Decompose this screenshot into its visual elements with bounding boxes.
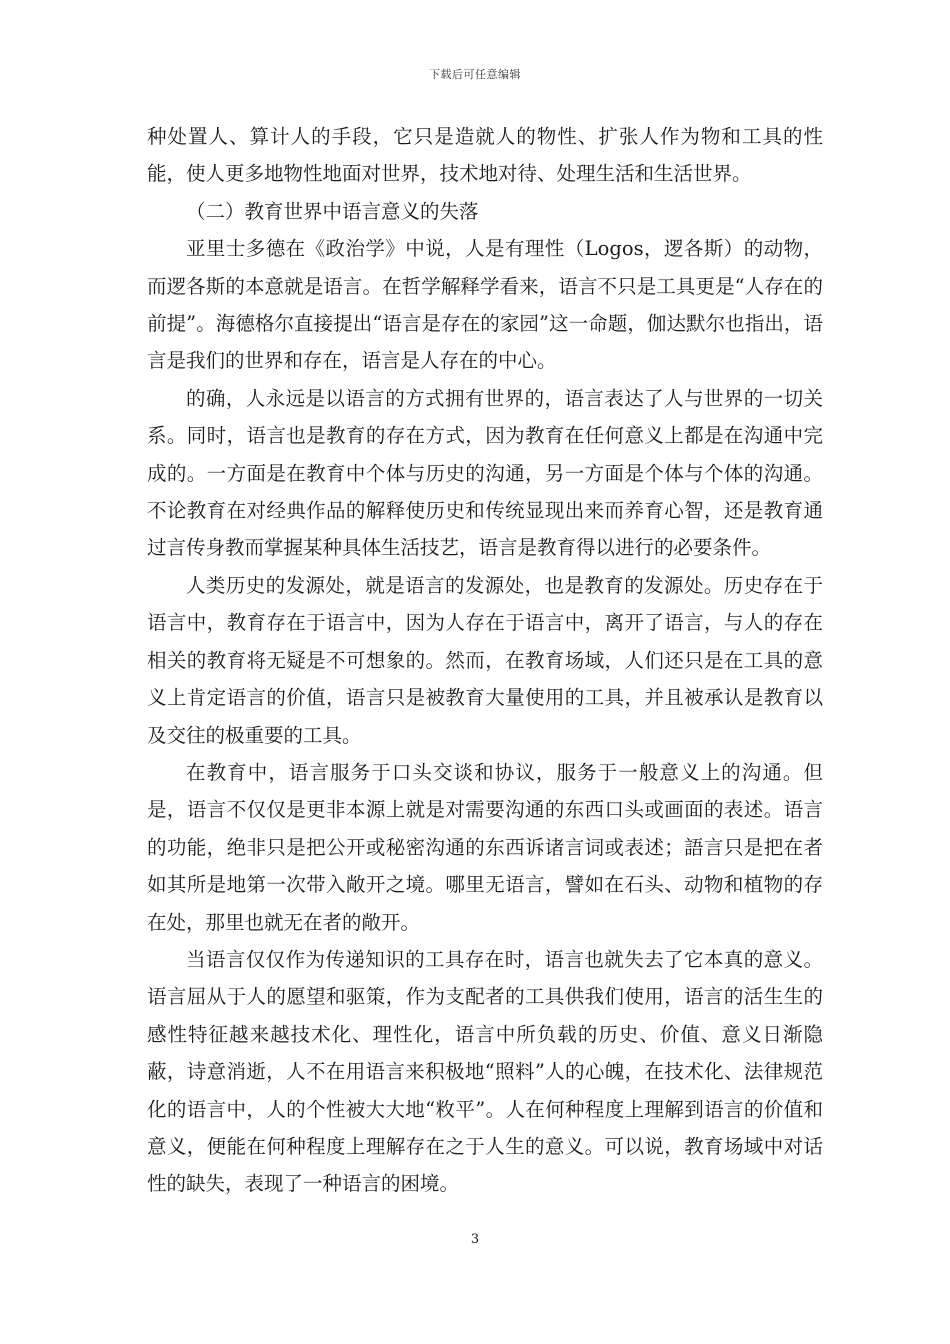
document-body (147, 118, 823, 1203)
paragraph-language-world: 的确，人永远是以语言的方式拥有世界的，语言表达了人与世界的一切关系。同时，语言也是教育的存在方式，因为教育在任何意义上都是在沟通中完成的。一方面是在教育中个体与历史的沟通，另一方面是个体与个体的沟通。不论教育在对经典作品的解释使历史和传统显现出来而养育心智，还是教育通过言传身教而掌握某种具体生活技艺，语言是教育得以进行的必要条件。 (147, 386, 823, 560)
paragraph-history-origin: 人类历史的发源处，就是语言的发源处，也是教育的发源处。历史存在于语言中，教育存在于语言中，因为人存在于语言中，离开了语言，与人的存在相关的教育将无疑是不可想象的。然而，在教育场域，人们还只是在工具的意义上肯定语言的价值，语言只是被教育大量使用的工具，并且被承认是教育以及交往的极重要的工具。 (147, 573, 823, 747)
page-number: 3 (470, 1232, 480, 1247)
paragraph-continuation: 种处置人、算计人的手段，它只是造就人的物性、扩张人作为物和工具的性能，使人更多地物性地面对世界，技术地对待、处理生活和生活世界。 (147, 125, 823, 186)
page-header: 下载后可任意编辑 (429, 68, 521, 81)
section-heading: （二）教育世界中语言意义的失落 (186, 199, 479, 223)
paragraph-aristotle: 亚里士多德在《政治学》中说，人是有理性（Logos，逻各斯）的动物，而逻各斯的本意就是语言。在哲学解释学看来，语言不只是工具更是“人存在的前提”。海德格尔直接提出“语言是存在的家园”这一命题，伽达默尔也指出，语言是我们的世界和存在，语言是人存在的中心。 (147, 237, 823, 373)
paragraph-communication: 在教育中，语言服务于口头交谈和协议，服务于一般意义上的沟通。但是，语言不仅仅是更非本源上就是对需要沟通的东西口头或画面的表述。语言的功能，绝非只是把公开或秘密沟通的东西诉诸言词或表述；語言只是把在者如其所是地第一次带入敞开之境。哪里无语言，譬如在石头、动物和植物的存在处，那里也就无在者的敞开。 (147, 760, 823, 934)
paragraph-tool-language: 当语言仅仅作为传递知识的工具存在时，语言也就失去了它本真的意义。语言屈从于人的愿望和驱策，作为支配者的工具供我们使用，语言的活生生的感性特征越来越技术化、理性化，语言中所负载的历史、价值、意义日渐隐蔽，诗意消逝，人不在用语言来积极地“照料”人的心魄，在技术化、法律规范化的语言中，人的个性被大大地“敉平”。人在何种程度上理解到语言的价值和意义，便能在何种程度上理解存在之于人生的意义。可以说，教育场域中对话性的缺失，表现了一种语言的困境。 (147, 947, 823, 1196)
